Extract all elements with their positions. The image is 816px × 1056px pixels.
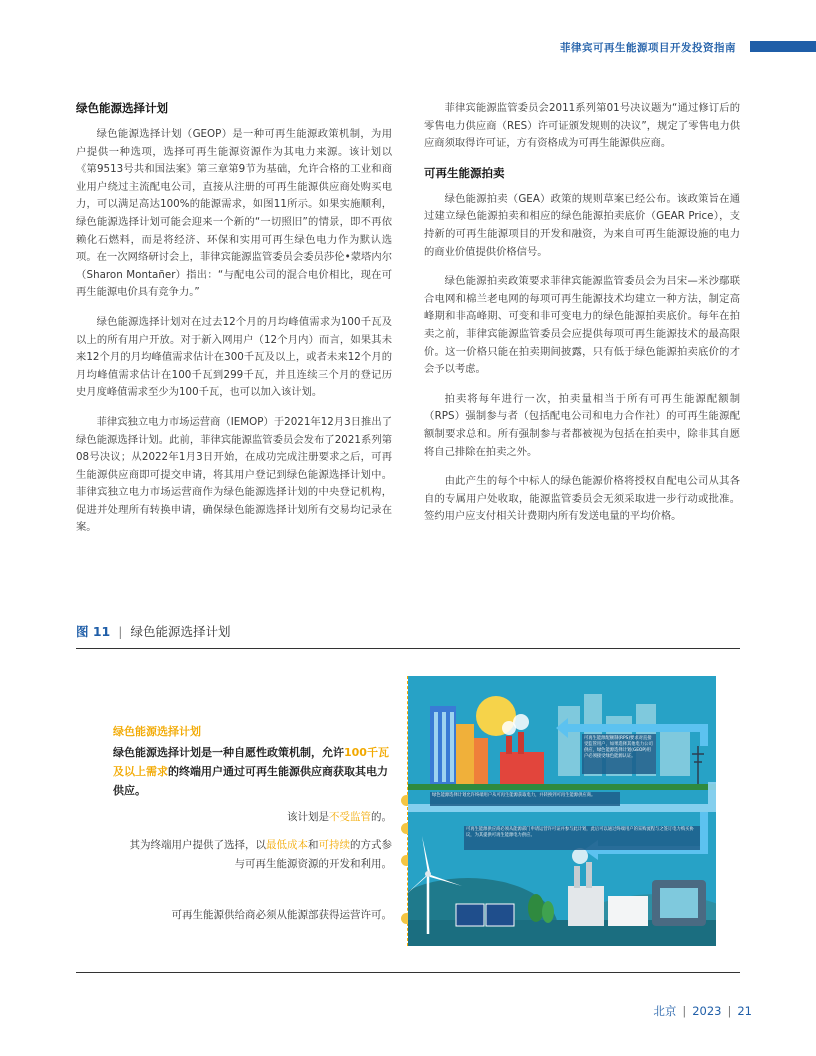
- building-icon: [456, 724, 474, 788]
- building-icon: [474, 738, 488, 788]
- smoke-icon: [572, 848, 588, 864]
- callout-main-b: 的终端用户通过可再生能源供应商获取其电力供应。: [113, 765, 388, 797]
- window-strip: [434, 712, 438, 782]
- figure-top-rule: [76, 648, 740, 649]
- page-footer: [653, 1003, 752, 1019]
- right-paragraph: 由此产生的每个中标人的绿色能源价格将授权自配电公司从其各自的专属用户处收取，能源监管委员会无须采取进一步行动或批准。签约用户应支付相关计费期内所有发送电量的平均价格。: [424, 475, 740, 523]
- callout-main-text: [113, 743, 393, 800]
- left-column: [76, 100, 392, 549]
- factory-icon: [500, 752, 544, 786]
- right-paragraph: 拍卖将每年进行一次，拍卖量相当于所有可再生能源配额制（RPS）强制参与者（包括配电公司和电力合作社）的可再生能源配额制要求总和。所有强制参与者都被视为包括在拍卖中，除非其自愿将自己排除在拍卖之外。: [424, 392, 740, 458]
- caption-separator: |: [118, 624, 123, 639]
- chimney-icon: [506, 736, 512, 754]
- right-paragraph: 绿色能源拍卖政策要求菲律宾能源监管委员会为吕宋—米沙鄢联合电网和棉兰老电网的每项可再生能源技术均建立一种方法，制定高峰期和非高峰期、可变和非可变电力的绿色能源拍卖底价。每年在拍卖之前，菲律宾能源监管委员会应提供每项可再生能源技术的最高限价。这一价格只能在拍卖期间披露，只有低于绿色能源拍卖底价的才会予以考虑。: [424, 275, 740, 376]
- left-paragraph: 绿色能源选择计划（GEOP）是一种可再生能源政策机制，为用户提供一种选项，选择可再生能源资源作为其电力来源。该计划以《第9513号共和国法案》第三章第9节为基础，允许合格的工业和商业用户绕过主流配电公司，直接从注册的可再生能源供应商处购买电力，可以满足高达100%的能源需求，如图11所示。如果实施顺利，绿色能源选择计划可能会迎来一个新的“一切照旧”的情景，即不再依赖化石燃料，而是将经济、环保和实用可再生绿色电力作为默认选项。在一次网络研讨会上，菲律宾能源监管委员会委员莎伦•蒙塔内尔（Sharon Montañer）指出：“与配电公司的混合电价相比，现在可再生能源电价具有竞争力。”: [76, 128, 392, 299]
- line3-mid: 和: [308, 839, 319, 851]
- figure-caption: [76, 622, 230, 640]
- callout-title: 绿色能源选择计划: [113, 725, 201, 738]
- callout-line-unregulated: [287, 808, 392, 827]
- info-box-supplier-text: 可再生能源供应商必须从能源部门申请运营许可证并参与此计划，此后可以通过终端用户的采购流程与之签订电力购买协议，为其提供可再生能源电力供应。: [466, 827, 694, 838]
- footer-city: 北京: [653, 1004, 677, 1018]
- illustration-svg: [408, 676, 716, 946]
- ground-strip: [408, 784, 716, 790]
- geop-illustration: [408, 676, 716, 946]
- info-box-rps-text: 可再生能源配额制(RPS)要求对直接受监管用户，如果选择其他电力公司供应，绿色能源选择计划(GEOP)用户必须接受绿色能源认证。: [584, 736, 653, 759]
- header-accent-bar: [750, 41, 816, 52]
- chimney-icon: [586, 862, 592, 888]
- figure-title: 绿色能源选择计划: [130, 624, 231, 639]
- tree-icon: [528, 894, 544, 922]
- chimney-icon: [574, 866, 580, 888]
- page-number: 21: [737, 1004, 752, 1018]
- figure-number: 图 11: [76, 624, 111, 639]
- callout-line-choice: [120, 836, 392, 874]
- line3-a: 其为终端用户提供了选择，以: [129, 839, 266, 851]
- solar-panel-icon: [456, 904, 484, 926]
- bg-building: [558, 706, 580, 776]
- line2-a: 该计划是: [287, 811, 329, 823]
- tree-icon: [542, 901, 554, 923]
- window-strip: [450, 712, 454, 782]
- highlight-sustainable: 可持续: [318, 839, 350, 851]
- window-strip: [442, 712, 446, 782]
- highlight-lowest-cost: 最低成本: [266, 839, 308, 851]
- section-heading-geop: 绿色能源选择计划: [76, 101, 168, 115]
- power-plant-icon: [568, 886, 604, 926]
- right-intro-paragraph: 菲律宾能源监管委员会2011系列第01号决议题为“通过修订后的零售电力供应商（RES）许可证颁发规则的决议”，规定了零售电力供应商须取得许可证，方有资格成为可再生能源供应商。: [424, 102, 740, 150]
- chimney-icon: [518, 732, 524, 754]
- callout-highlight-demand: 100千瓦及以上需求: [113, 746, 389, 778]
- left-paragraph: 绿色能源选择计划对在过去12个月的月均峰值需求为100千瓦及以上的所有用户开放。对于新入网用户（12个月内）而言，如果其未来12个月的月均峰值需求估计在300千瓦及以上，或者未来12个月的月均峰值需求估计在100千瓦到299千瓦，并且连续三个月的登记历史月度峰值需求至少为100千瓦，也可以加入该计划。: [76, 315, 392, 399]
- right-column: [424, 100, 740, 538]
- info-box-geop-text: 绿色能源选择计划允许终端用户从可再生能源获取电力，并转换到可再生能源供应商。: [432, 793, 596, 798]
- facility-building-icon: [608, 896, 648, 926]
- highlight-unregulated: 不受监管: [329, 811, 371, 823]
- section-heading-auction: 可再生能源拍卖: [424, 165, 505, 180]
- solar-panel-icon: [486, 904, 514, 926]
- callout-line-license: 可再生能源供给商必须从能源部获得运营许可。: [171, 909, 392, 921]
- right-paragraph: 绿色能源拍卖（GEA）政策的规则草案已经公布。该政策旨在通过建立绿色能源拍卖和相应的绿色能源拍卖底价（GEAR Price），支持新的可再生能源项目的开发和融资，为来自可再生能源设施的电力的商业价值提供价格信号。: [424, 192, 740, 258]
- footer-year: 2023: [692, 1004, 722, 1018]
- footer-separator: |: [727, 1004, 732, 1018]
- header-title: 菲律宾可再生能源项目开发投资指南: [560, 42, 736, 54]
- footer-separator: |: [682, 1004, 687, 1018]
- figure-bottom-rule: [76, 972, 740, 973]
- line3-b: 的方式参与可再生能源资源的开发和利用。: [234, 839, 392, 870]
- callout-main-a: 绿色能源选择计划是一种自愿性政策机制，允许: [113, 746, 344, 759]
- left-paragraph: 菲律宾独立电力市场运营商（IEMOP）于2021年12月3日推出了绿色能源选择计划。此前，菲律宾能源监管委员会发布了2021系列第08号决议；从2022年1月3日开始，在成功完成注册要求之后，可再生能源供应商即可提交申请，将其用户登记到绿色能源选择计划中。菲律宾独立电力市场运营商作为绿色能源选择计划的中央登记机构，促进并处理所有转换申请，确保绿色能源选择计划所有交易均记录在案。: [76, 415, 392, 534]
- smoke-icon: [513, 714, 529, 730]
- line2-b: 的。: [371, 811, 392, 823]
